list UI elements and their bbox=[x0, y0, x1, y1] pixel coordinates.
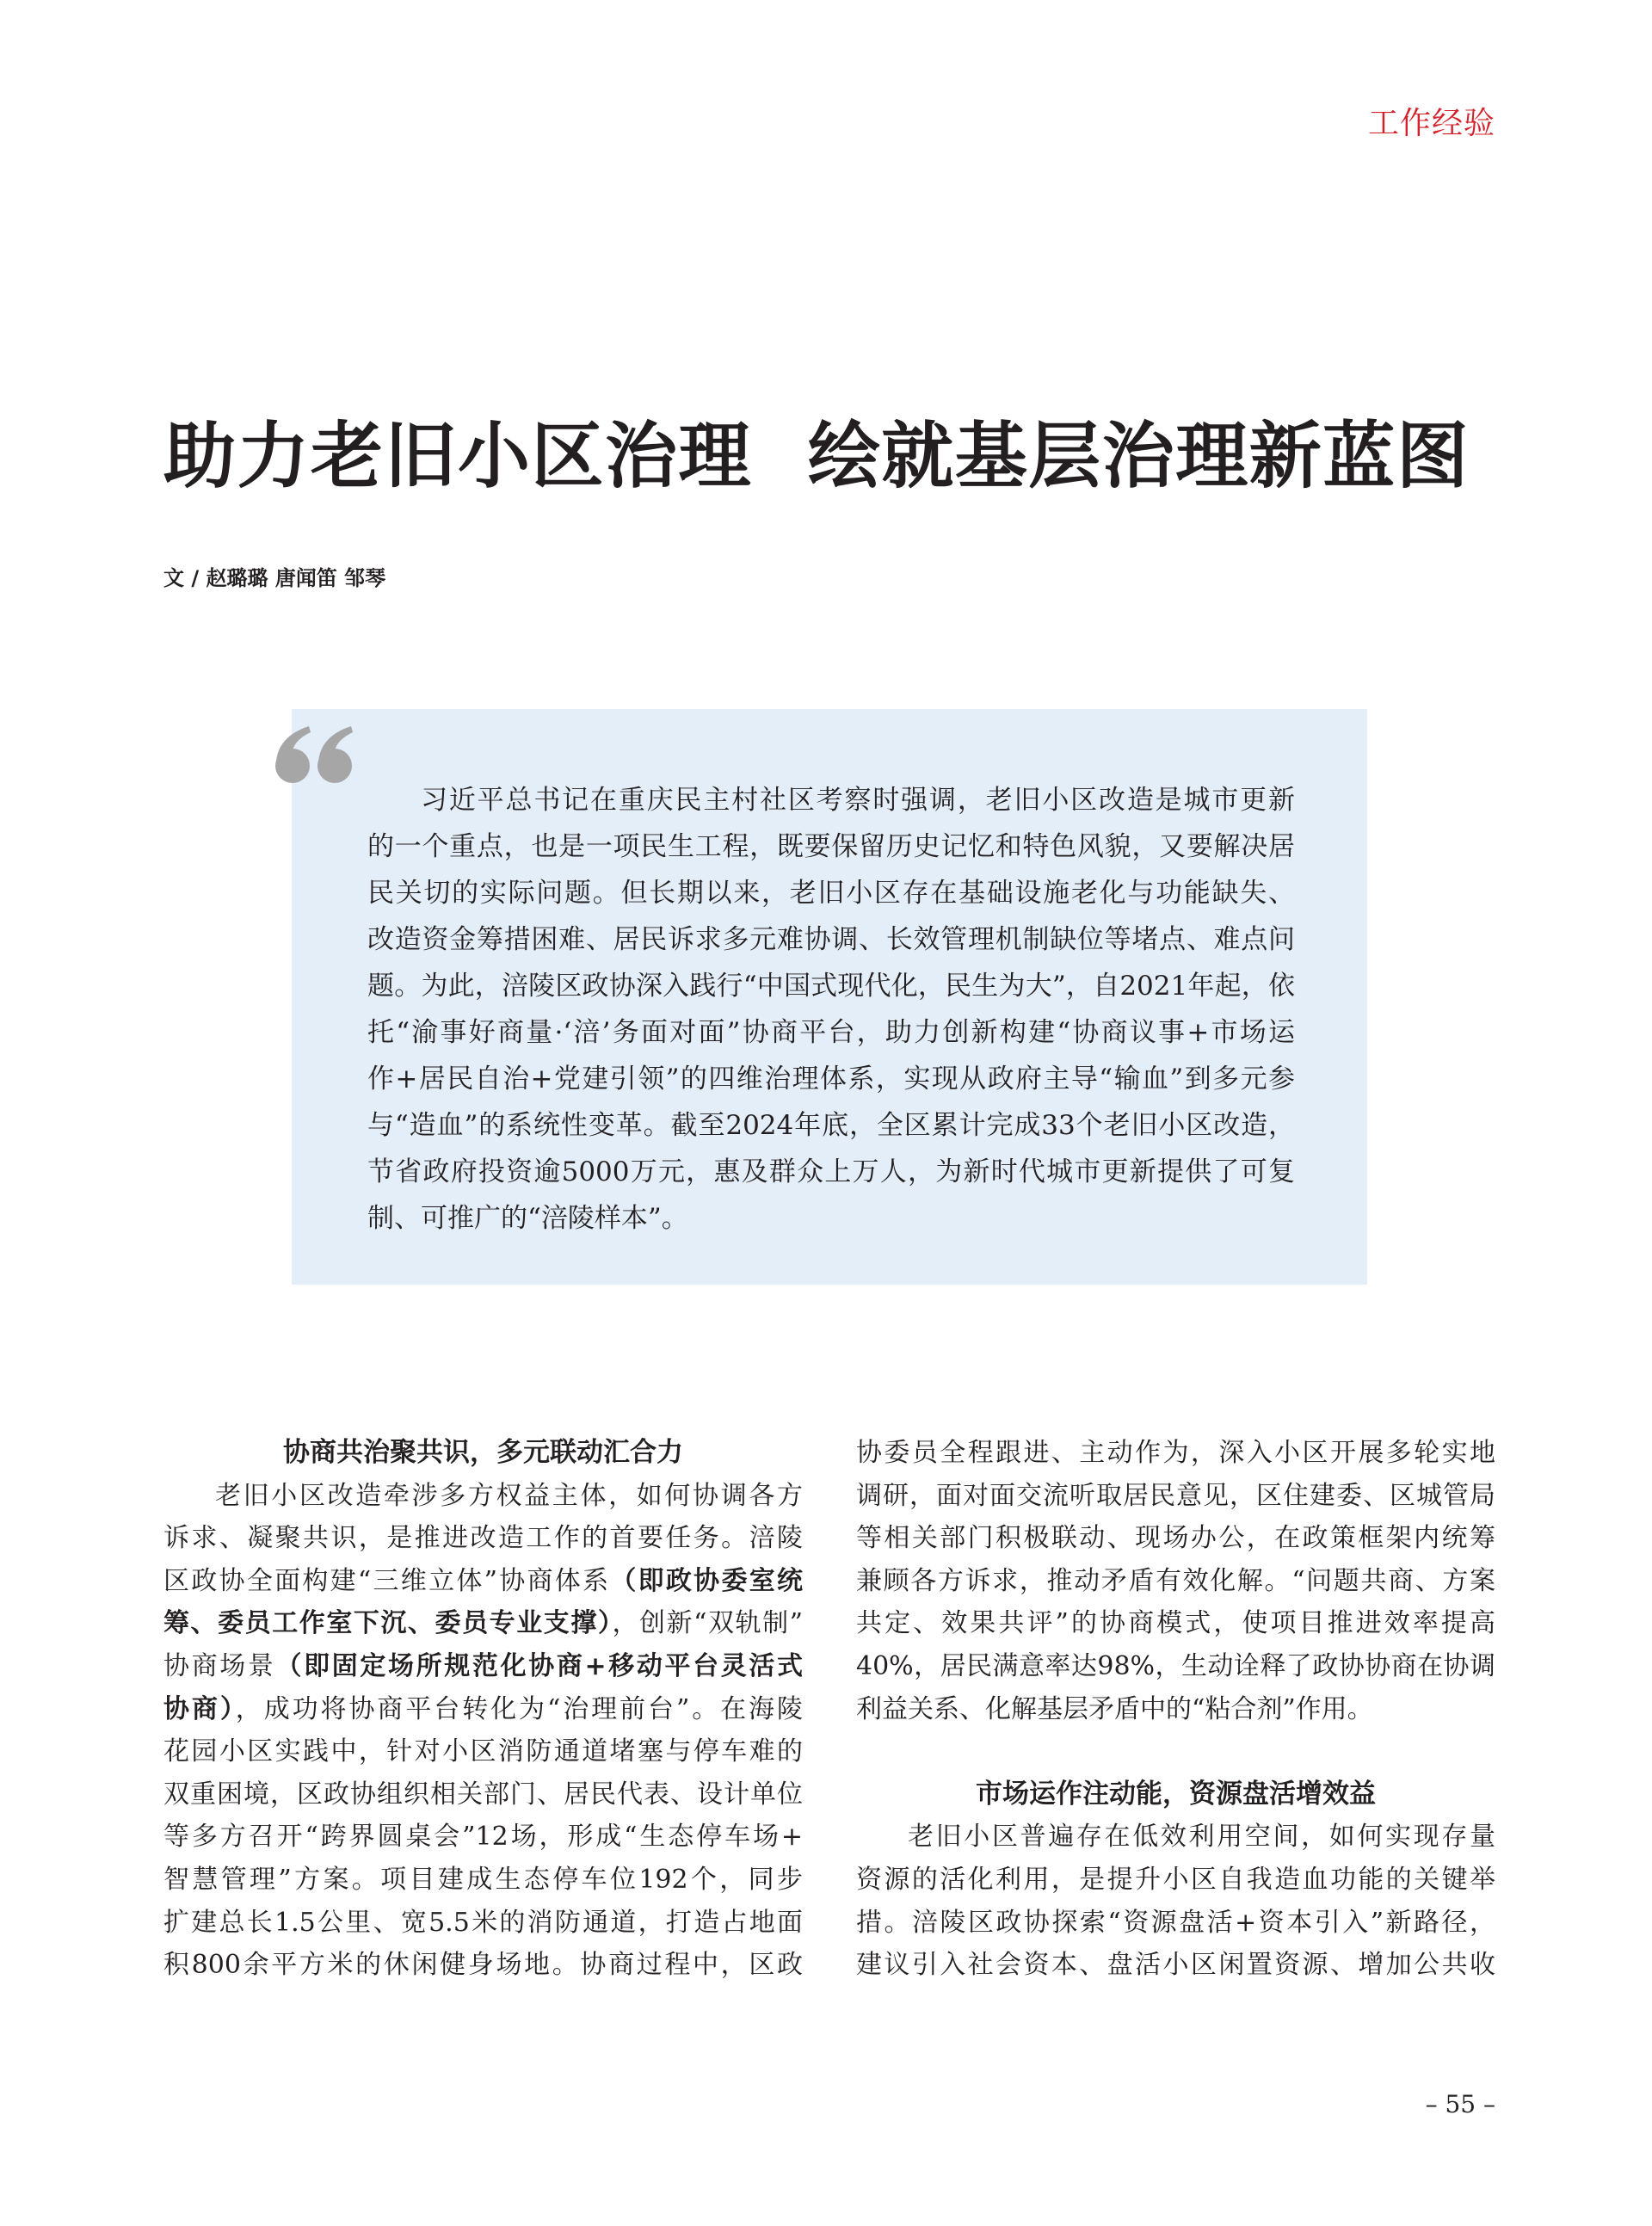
text-line: 调研，面对面交流听取居民意见，区住建委、区城管局 bbox=[856, 1480, 1495, 1511]
article-body bbox=[163, 1432, 1495, 2008]
article-byline: 文 / 赵璐璐 唐闻笛 邹琴 bbox=[163, 566, 386, 590]
text-segment: ，创新“双轨制” bbox=[612, 1608, 803, 1639]
text-line: 资源的活化利用，是提升小区自我造血功能的关键举 bbox=[856, 1864, 1495, 1895]
section-heading: 市场运作注动能，资源盘活增效益 bbox=[976, 1778, 1376, 1810]
body-paragraph bbox=[856, 1816, 1495, 1986]
emphasis-text: 筹、委员工作室下沉、委员专业支撑） bbox=[163, 1608, 613, 1639]
text-line: 智慧管理”方案。项目建成生态停车位192个，同步 bbox=[163, 1864, 803, 1895]
text-line: 制、可推广的“涪陵样本”。 bbox=[367, 1203, 688, 1234]
text-line bbox=[163, 1602, 803, 1645]
text-line: 作+居民自治+党建引领”的四维治理体系，实现从政府主导“输血”到多元参 bbox=[367, 1064, 1295, 1095]
text-line: 题。为此，涪陵区政协深入践行“中国式现代化，民生为大”，自2021年起，依 bbox=[367, 971, 1295, 1002]
text-line: 措。涪陵区政协探索“资源盘活+资本引入”新路径， bbox=[856, 1907, 1495, 1938]
text-line: 习近平总书记在重庆民主村社区考察时强调，老旧小区改造是城市更新 bbox=[421, 785, 1295, 816]
emphasis-text: 协商） bbox=[163, 1693, 236, 1724]
text-line: 积800余平方米的休闲健身场地。协商过程中，区政 bbox=[163, 1950, 803, 1981]
text-line: 共定、效果共评”的协商模式，使项目推进效率提高 bbox=[856, 1608, 1495, 1639]
text-line: 40%，居民满意率达98%，生动诠释了政协协商在协调 bbox=[856, 1650, 1495, 1681]
article-title: 助力老旧小区治理 绘就基层治理新蓝图 bbox=[163, 414, 1470, 498]
text-line: 改造资金筹措困难、居民诉求多元难协调、长效管理机制缺位等堵点、难点问 bbox=[367, 924, 1295, 955]
text-line: 建议引入社会资本、盘活小区闲置资源、增加公共收 bbox=[856, 1950, 1495, 1981]
article-section bbox=[856, 1773, 1495, 1987]
text-line: 兼顾各方诉求，推动矛盾有效化解。“问题共商、方案 bbox=[856, 1565, 1495, 1596]
text-line: 节省政府投资逾5000万元，惠及群众上万人，为新时代城市更新提供了可复 bbox=[367, 1156, 1295, 1187]
text-line: 协委员全程跟进、主动作为，深入小区开展多轮实地 bbox=[856, 1438, 1495, 1468]
emphasis-text: （即政协委室统 bbox=[610, 1565, 803, 1596]
text-line: 利益关系、化解基层矛盾中的“粘合剂”作用。 bbox=[856, 1693, 1373, 1724]
text-line: 老旧小区改造牵涉多方权益主体，如何协调各方 bbox=[215, 1480, 803, 1511]
text-line: 花园小区实践中，针对小区消防通道堵塞与停车难的 bbox=[163, 1736, 803, 1767]
text-line: 双重困境，区政协组织相关部门、居民代表、设计单位 bbox=[163, 1779, 803, 1810]
text-line: 托“渝事好商量·‘涪’务面对面”协商平台，助力创新构建“协商议事+市场运 bbox=[367, 1017, 1295, 1048]
text-line: 与“造血”的系统性变革。截至2024年底，全区累计完成33个老旧小区改造， bbox=[367, 1110, 1295, 1141]
section-heading: 协商共治聚共识，多元联动汇合力 bbox=[283, 1437, 683, 1468]
text-line: 扩建总长1.5公里、宽5.5米的消防通道，打造占地面 bbox=[163, 1907, 803, 1938]
text-segment: ，成功将协商平台转化为“治理前台”。在海陵 bbox=[235, 1693, 803, 1724]
text-line bbox=[163, 1560, 803, 1603]
text-line: 等相关部门积极联动、现场办公，在政策框架内统筹 bbox=[856, 1523, 1495, 1554]
text-line bbox=[163, 1645, 803, 1688]
text-line: 民关切的实际问题。但长期以来，老旧小区存在基础设施老化与功能缺失、 bbox=[367, 878, 1295, 909]
text-line: 诉求、凝聚共识，是推进改造工作的首要任务。涪陵 bbox=[163, 1523, 803, 1554]
text-line: 等多方召开“跨界圆桌会”12场，形成“生态停车场+ bbox=[163, 1822, 803, 1853]
quote-open-icon bbox=[274, 725, 354, 784]
column-section-label: 工作经验 bbox=[1367, 106, 1495, 141]
page-number: – 55 – bbox=[1425, 2090, 1495, 2118]
text-line: 老旧小区普遍存在低效利用空间，如何实现存量 bbox=[908, 1822, 1495, 1853]
text-line: 的一个重点，也是一项民生工程，既要保留历史记忆和特色风貌，又要解决居 bbox=[367, 831, 1295, 862]
abstract-text bbox=[367, 777, 1295, 1242]
text-segment: 协商场景 bbox=[163, 1650, 276, 1681]
text-line bbox=[163, 1688, 803, 1731]
text-segment: 区政协全面构建“三维立体”协商体系 bbox=[163, 1565, 611, 1596]
emphasis-text: （即固定场所规范化协商+移动平台灵活式 bbox=[275, 1650, 804, 1681]
